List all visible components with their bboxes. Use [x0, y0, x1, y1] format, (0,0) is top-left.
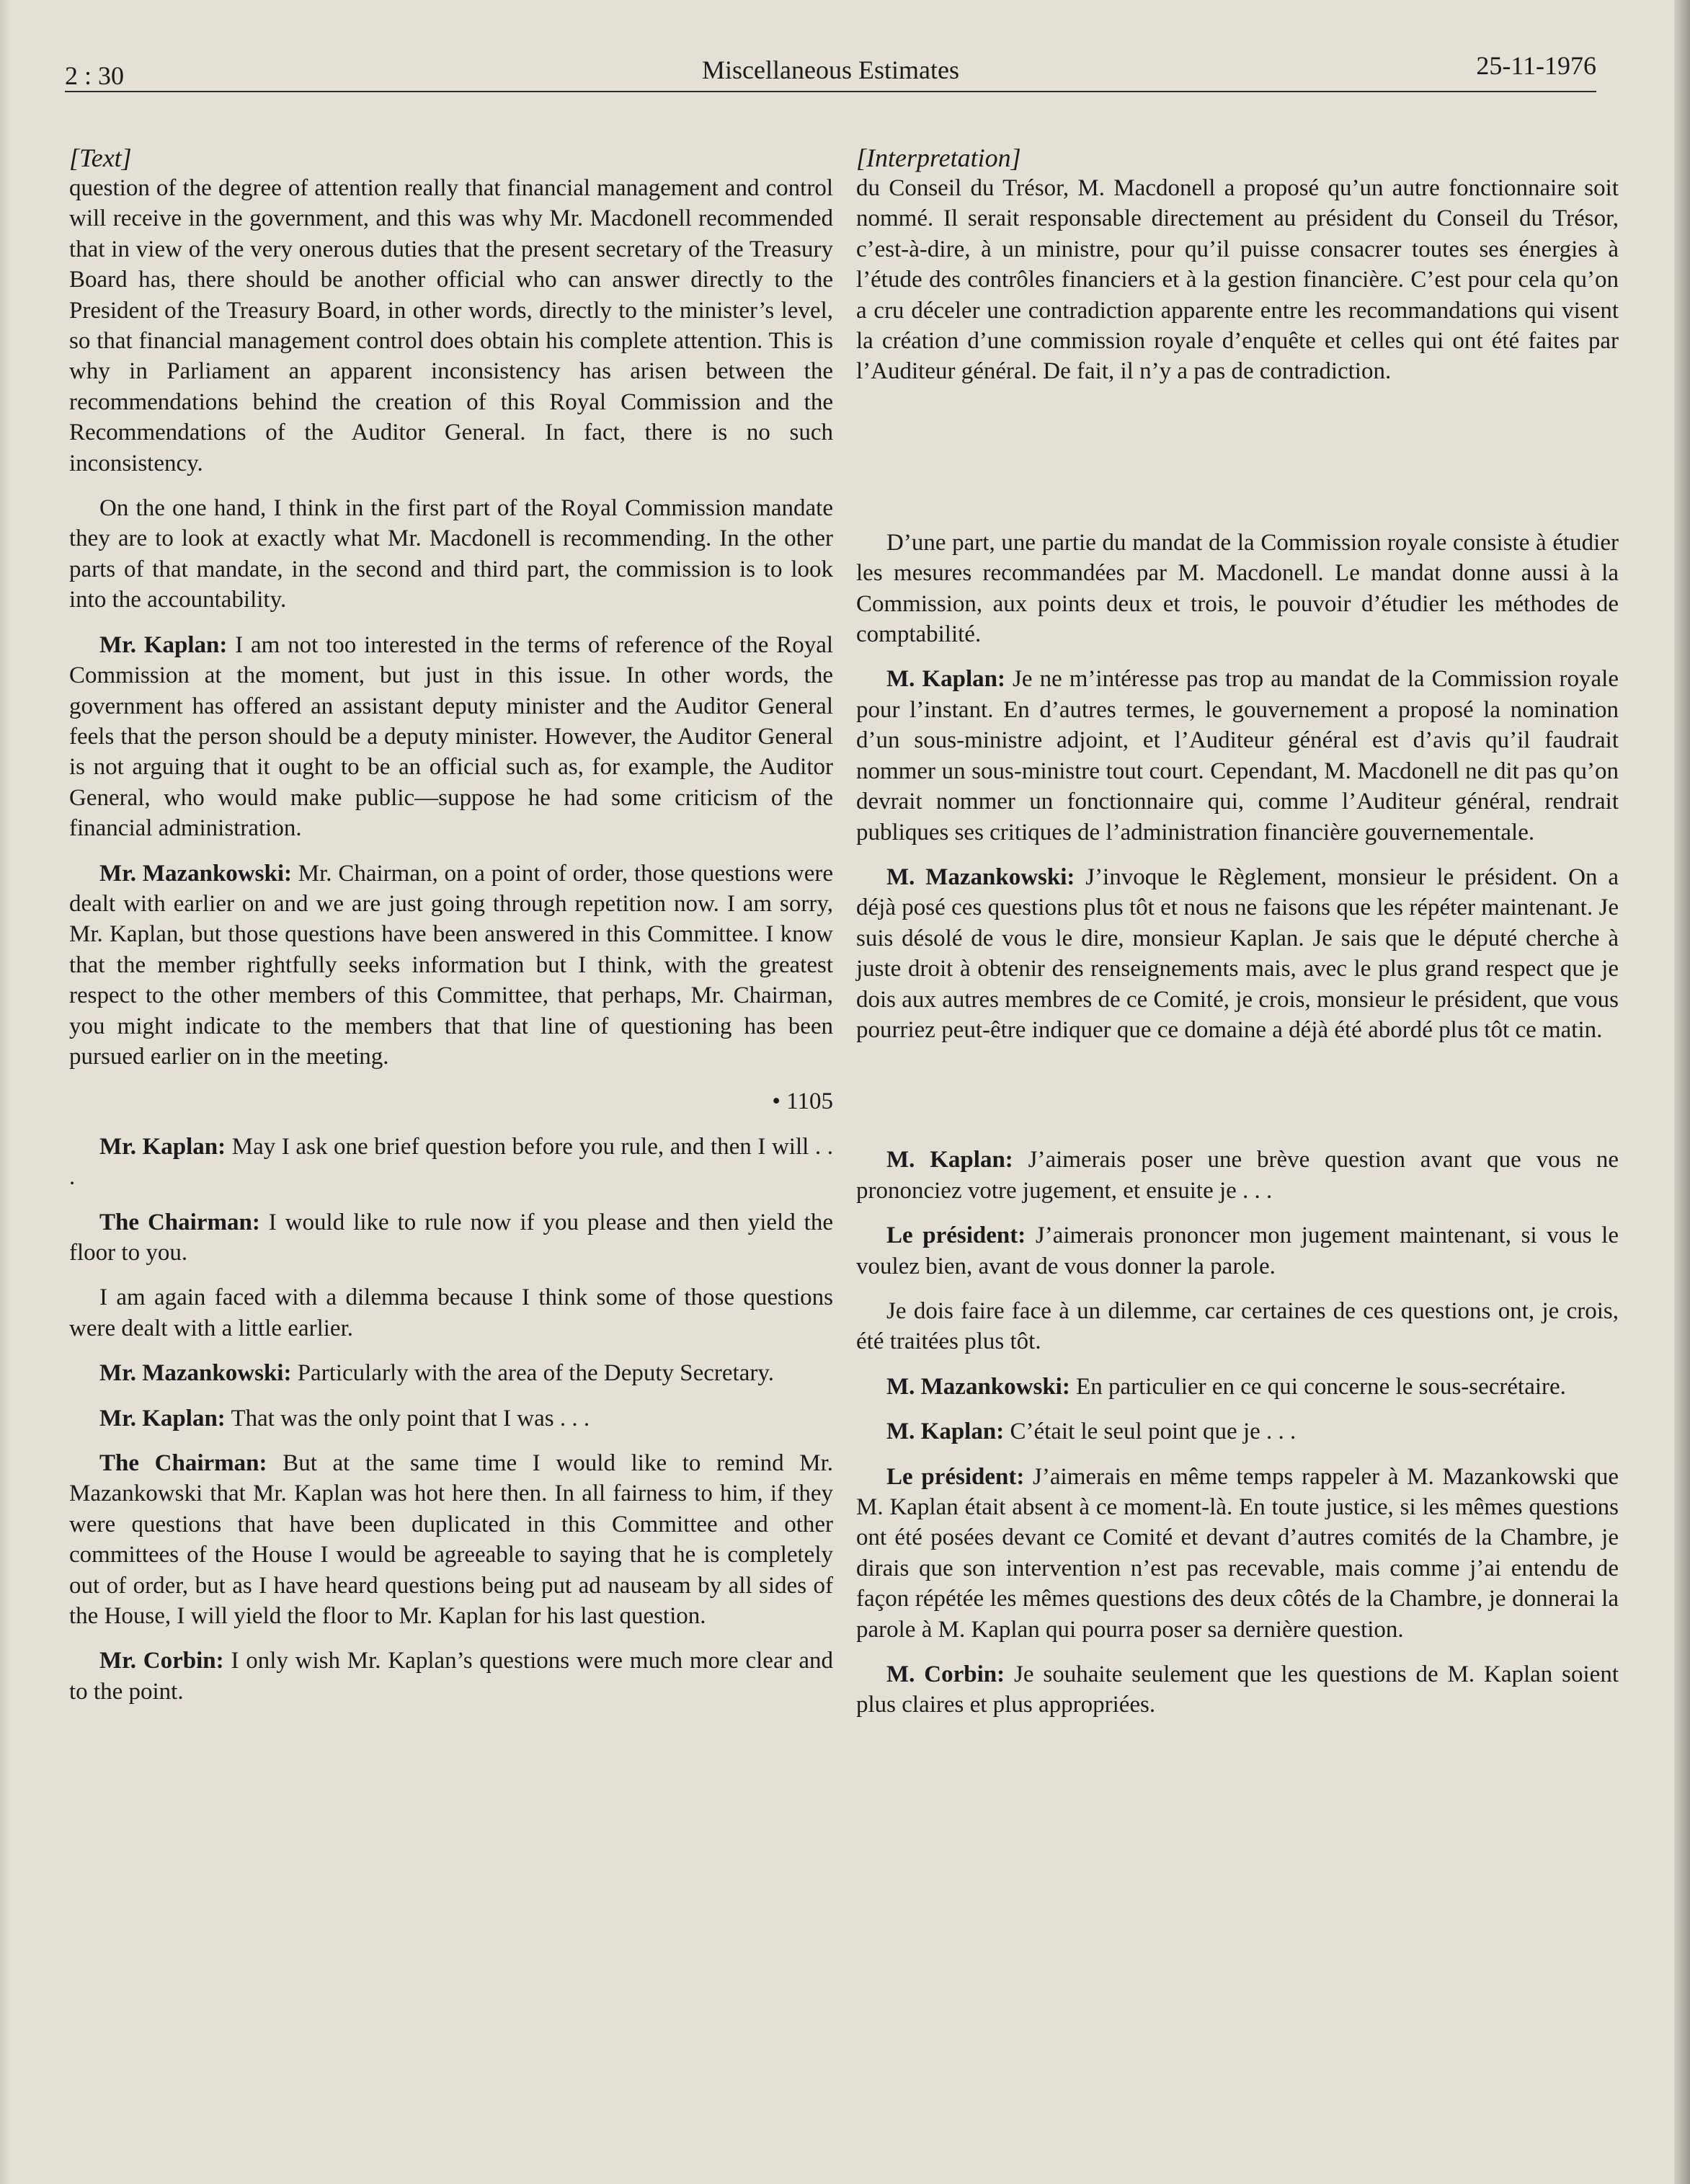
speech [69, 1207, 833, 1269]
speech [856, 1462, 1619, 1645]
speech-text: I would like to rule now if you please and then yield the floor to you. [69, 1209, 833, 1266]
speaker-name: Mr. Mazankowski: [99, 1360, 292, 1387]
speech [856, 1220, 1619, 1282]
time-marker: • 1105 [772, 1088, 833, 1115]
page-number: 2 : 30 [65, 61, 125, 90]
speech-text: But at the same time I would like to remind Mr. Mazankowski that Mr. Kaplan was hot here then. In all fairness to him, if they were questions that have been duplicated in this Committee and other committees of the House I would be agreeable to saying that he is completely out of order, but as I have heard questions being put ad nauseam by all sides of the House, I will yield the floor to Mr. Kaplan for his last question. [69, 1450, 833, 1630]
speech [69, 1132, 833, 1193]
spacer [856, 401, 1619, 528]
speech-text: May I ask one brief question before you rule, and then I will . . . [69, 1133, 834, 1191]
speech-text: That was the only point that I was . . . [225, 1405, 590, 1431]
english-column [69, 143, 833, 1721]
speech-text: J’invoque le Règlement, monsieur le président. On a déjà posé ces questions plus tôt et nous ne faisons que les répéter maintenant. Je suis désolé de vous le dire, monsieur Kaplan. Je sais que le député cherche à juste droit à obtenir des renseignements mais, avec le plus grand respect que je dois aux autres membres de ce Comité, je crois, monsieur le président, que vous pourriez peut-être indiquer que ce domaine a déjà été abordé plus tôt ce matin. [856, 864, 1619, 1043]
page-header [65, 45, 1596, 92]
speech-text: Je souhaite seulement que les questions de M. Kaplan soient plus claires et plus appropriées. [856, 1661, 1619, 1718]
paragraph: D’une part, une partie du mandat de la Commission royale consiste à étudier les mesures recommandées par M. Macdonell. Le mandat donne aussi à la Commission, aux points deux et trois, le pouvoir d’étudier les méthodes de comptabilité. [856, 529, 1619, 648]
speaker-name: Mr. Kaplan: [99, 1405, 226, 1431]
speaker-name: Mr. Corbin: [99, 1648, 224, 1674]
speech-text: J’aimerais en même temps rappeler à M. Mazankowski que M. Kaplan était absent à ce moment-là. En toute justice, si les mêmes questions ont été posées devant ce Comité et devant d’autres comités de la Chambre, je dirais que son intervention n’est pas recevable, mais comme j’ai entendu de façon répétée les mêmes questions des deux côtés de la Chambre, je donnerai la parole à M. Kaplan qui pourra poser sa dernière question. [856, 1463, 1619, 1643]
paragraph: du Conseil du Trésor, M. Macdonell a proposé qu’un autre fonctionnaire soit nommé. Il serait responsable directement au président du Conseil du Trésor, c’est-à-dire, à un ministre, pour qu’il puisse consacrer toutes ses énergies à l’étude des contrôles financiers et à la gestion financière. C’est pour cela qu’on a cru déceler une contradiction apparente entre les recommandations qui visent la création d’une commission royale d’enquête et celles qui ont été faites par l’Auditeur général. De fait, il n’y a pas de contradiction. [856, 175, 1619, 385]
speaker-name: The Chairman: [99, 1450, 267, 1477]
speech [69, 630, 833, 844]
speaker-name: M. Mazankowski: [886, 864, 1075, 890]
speech [69, 1646, 833, 1707]
speaker-name: M. Mazankowski: [886, 1373, 1070, 1400]
speech [856, 1659, 1619, 1721]
speech-text: Particularly with the area of the Deputy Secretary. [291, 1360, 774, 1387]
speech [69, 1448, 833, 1631]
speaker-name: Mr. Mazankowski: [99, 860, 292, 887]
speaker-name: M. Kaplan: [886, 666, 1005, 693]
speaker-name: The Chairman: [99, 1209, 260, 1235]
paragraph: I am again faced with a dilemma because I think some of those questions were dealt with a little earlier. [69, 1284, 833, 1341]
speech-text: I am not too interested in the terms of reference of the Royal Commission at the moment, but just in this issue. In other words, the government has offered an assistant deputy minister and the Auditor General feels that the person should be a deputy minister. However, the Auditor General is not arguing that it ought to be an official such as, for example, the Auditor General, who would make public—suppose he had some criticism of the financial administration. [69, 631, 834, 842]
speech-text: I only wish Mr. Kaplan’s questions were much more clear and to the point. [69, 1648, 834, 1705]
speech [69, 858, 833, 1073]
speech-text: J’aimerais prononcer mon jugement maintenant, si vous le voulez bien, avant de vous donner la parole. [856, 1222, 1619, 1279]
speaker-name: M. Corbin: [886, 1661, 1005, 1688]
speaker-name: Le président: [886, 1463, 1025, 1490]
speech-text: Mr. Chairman, on a point of order, those questions were dealt with earlier on and we are just going through repetition now. I am sorry, Mr. Kaplan, but those questions have been answered in this Committee. I know that the member rightfully seeks information but I think, with the greatest respect to the other members of this Committee, that perhaps, Mr. Chairman, you might indicate to the members that that line of questioning has been pursued earlier on in the meeting. [69, 860, 833, 1070]
paragraph: question of the degree of attention really that financial management and control will receive in the government, and this was why Mr. Macdonell recommended that in view of the very onerous duties that the present secretary of the Treasury Board has, there should be another official who can answer directly to the President of the Treasury Board, in other words, directly to the minister’s level, so that financial management control does obtain his complete attention. This is why in Parliament an apparent inconsistency has arisen between the recommendations behind the creation of this Royal Commission and the Recommendations of the Auditor General. In fact, there is no such inconsistency. [69, 175, 833, 476]
running-title: Miscellaneous Estimates [702, 56, 959, 84]
speech-text: J’aimerais poser une brève question avant que vous ne prononciez votre jugement, et ensuite je . . . [856, 1147, 1619, 1204]
speaker-name: Mr. Kaplan: [99, 1133, 226, 1160]
interpretation-tag: [Interpretation] [856, 143, 1021, 172]
speech [69, 1403, 833, 1434]
speech [856, 664, 1619, 847]
speech [856, 862, 1619, 1045]
header-date: 25-11-1976 [1476, 51, 1596, 80]
speech-text: En particulier en ce qui concerne le sous-secrétaire. [1069, 1373, 1566, 1400]
speaker-name: M. Kaplan: [886, 1147, 1013, 1173]
text-tag: [Text] [69, 143, 132, 172]
speech-text: C’était le seul point que je . . . [1004, 1419, 1297, 1445]
paragraph: Je dois faire face à un dilemme, car certaines de ces questions ont, je crois, été traitées plus tôt. [856, 1297, 1619, 1355]
french-column [856, 143, 1619, 1735]
speaker-name: M. Kaplan: [886, 1419, 1005, 1445]
speaker-name: Mr. Kaplan: [99, 631, 228, 658]
speech [856, 1145, 1619, 1206]
paragraph: On the one hand, I think in the first part of the Royal Commission mandate they are to look at exactly what Mr. Macdonell is recommending. In the other parts of that mandate, in the second and third part, the commission is to look into the accountability. [69, 495, 833, 613]
speech [856, 1416, 1619, 1447]
speech-text: Je ne m’intéresse pas trop au mandat de la Commission royale pour l’instant. En d’autres termes, le gouvernement a proposé la nomination d’un sous-ministre adjoint, et l’Auditeur général est d’avis qu’il faudrait nommer un sous-ministre tout court. Cependant, M. Macdonell ne dit pas qu’on devrait nommer un fonctionnaire qui, comme l’Auditeur général, rendrait publiques ses critiques de l’administration financière gouvernementale. [856, 666, 1619, 845]
speech [856, 1372, 1619, 1402]
speech [69, 1358, 833, 1388]
spacer [856, 1060, 1619, 1145]
speaker-name: Le président: [886, 1222, 1026, 1249]
